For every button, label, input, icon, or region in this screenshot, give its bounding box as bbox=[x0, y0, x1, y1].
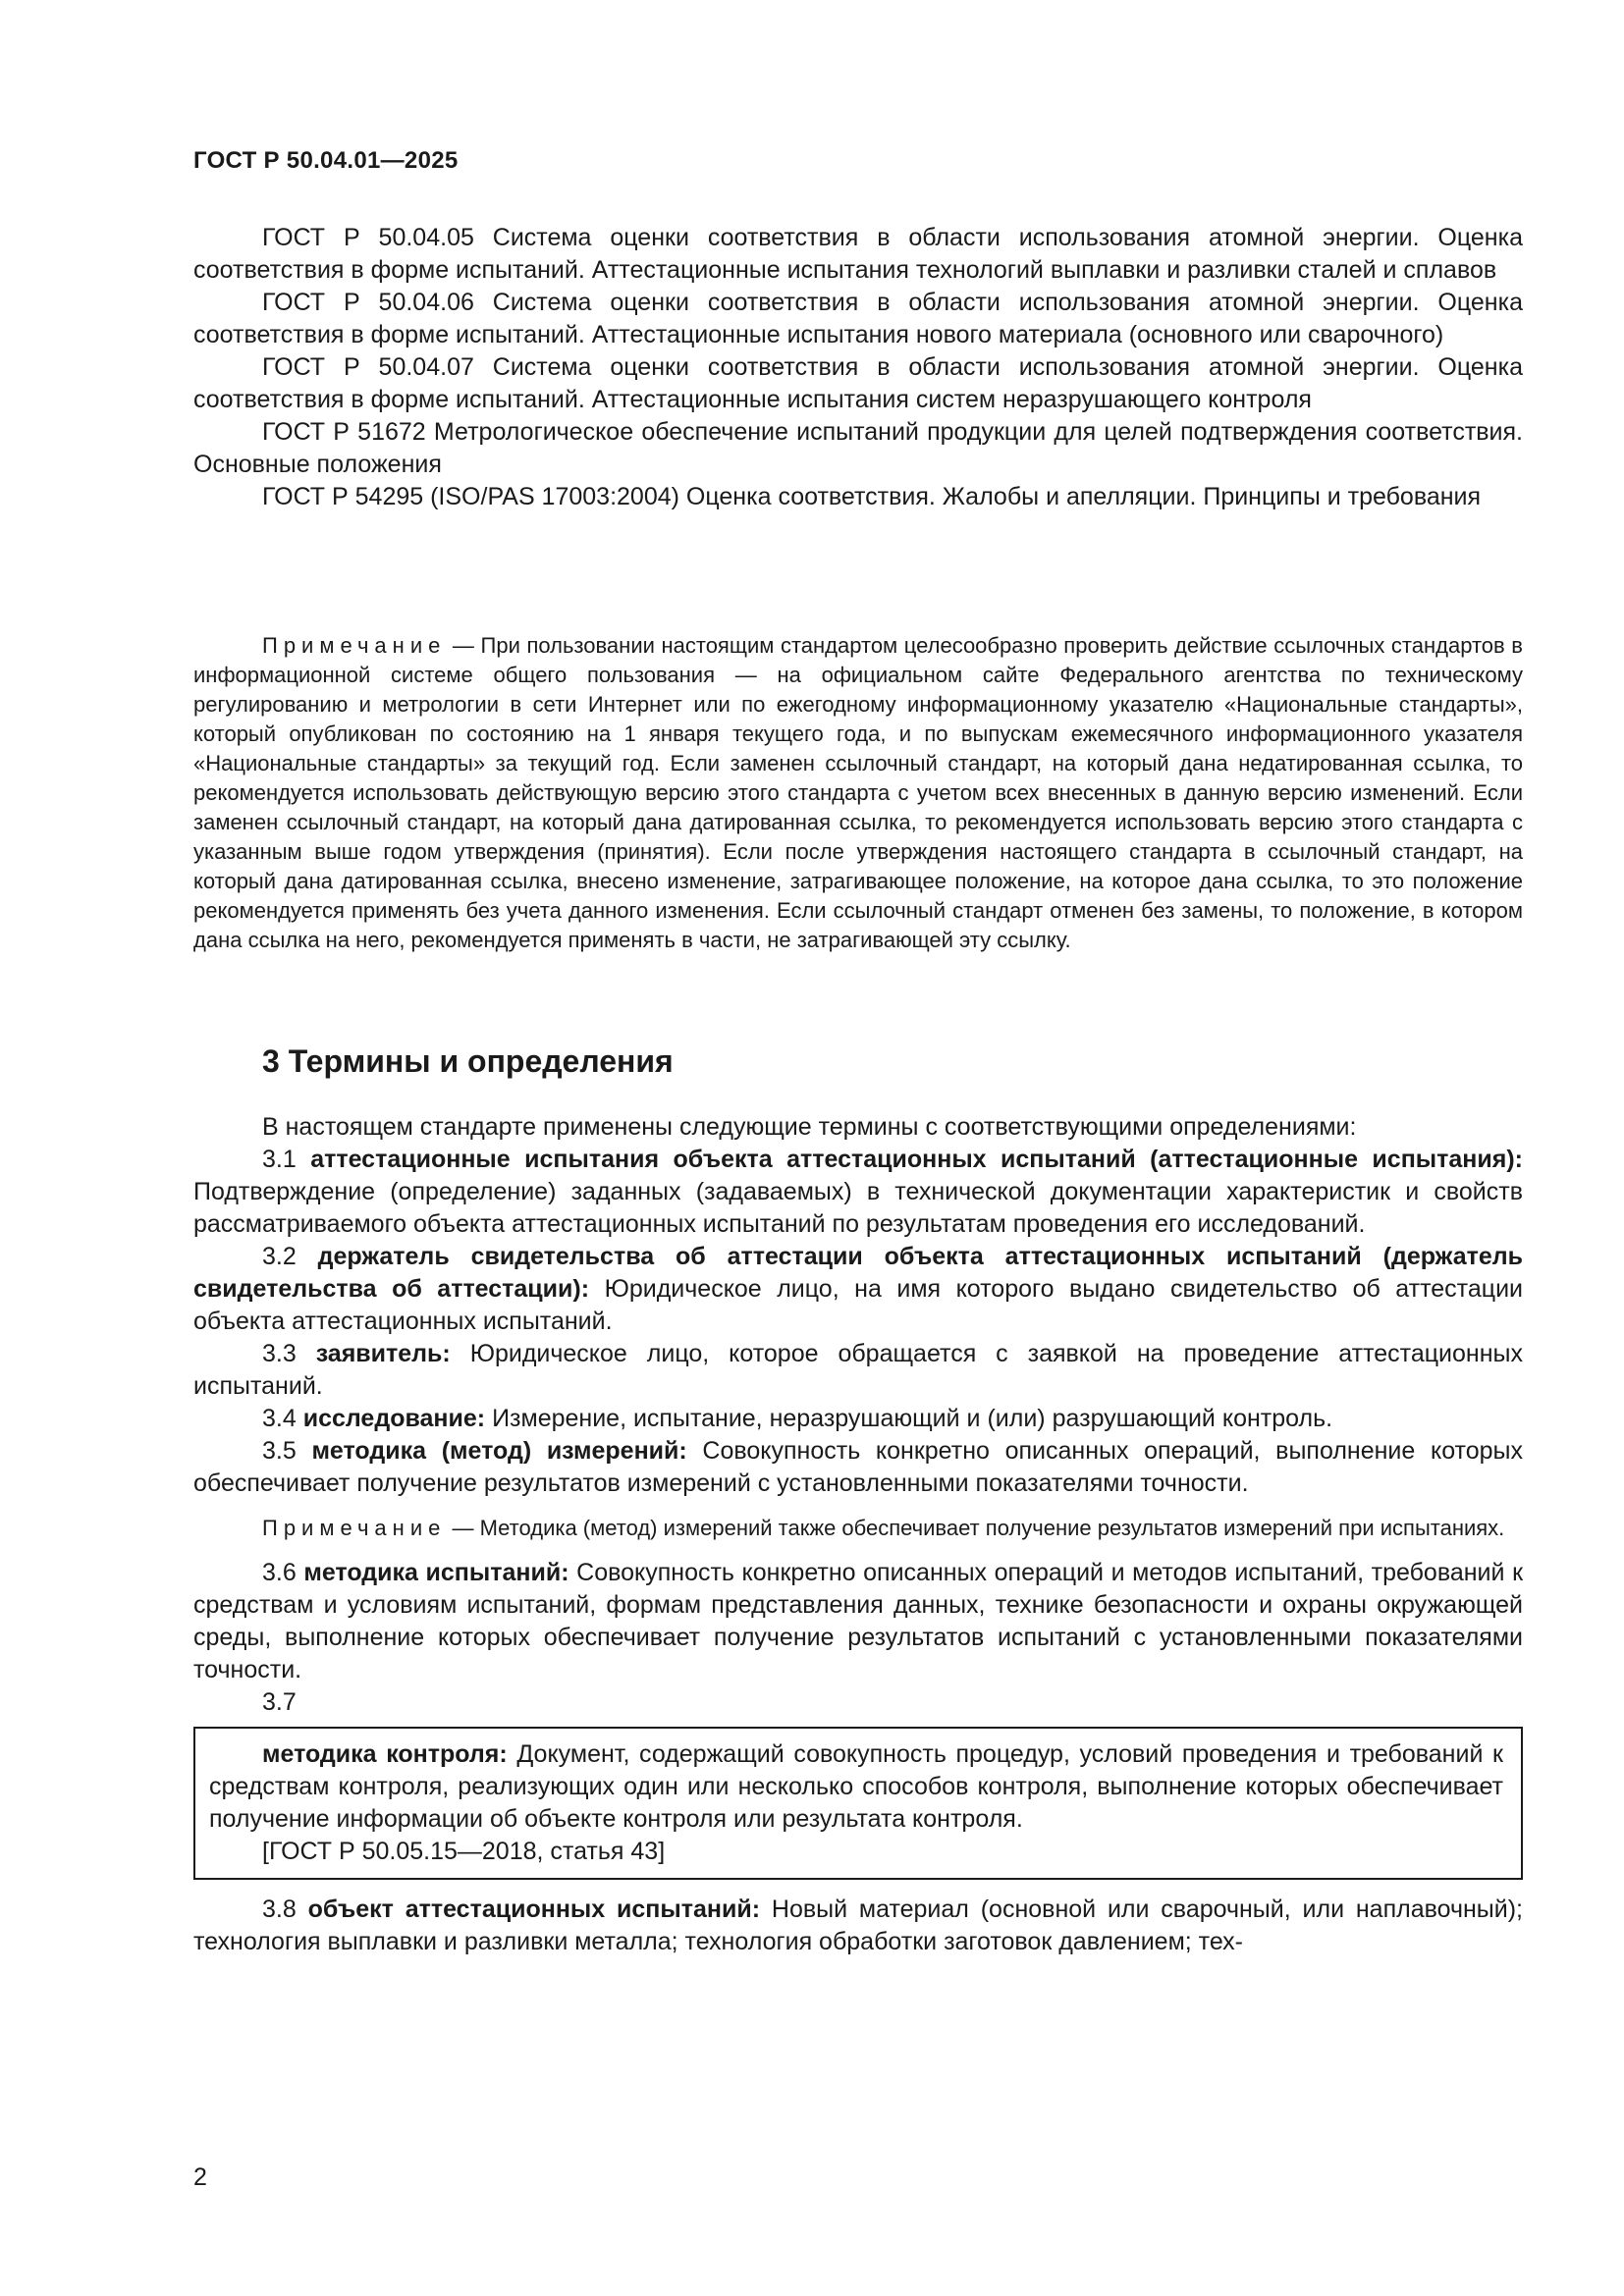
term-number: 3.6 bbox=[262, 1559, 304, 1586]
term-3-5 bbox=[193, 1435, 1523, 1500]
term-name: методика контроля: bbox=[262, 1740, 508, 1768]
term-number: 3.4 bbox=[262, 1405, 303, 1432]
note-references bbox=[193, 631, 1523, 955]
terms-intro: В настоящем стандарте применены следующие термины с соответствующими определениями: bbox=[262, 1113, 1357, 1141]
term-name: методика испытаний: bbox=[303, 1559, 569, 1586]
term-definition: Новый материал (основной или сварочный, или наплавочный); технология выплавки и разливки металла; технология обработки заготовок давлением; тех- bbox=[193, 1896, 1524, 1955]
term-3-6 bbox=[193, 1557, 1523, 1686]
term-definition: Юридическое лицо, на имя которого выдано свидетельство об аттестации объекта аттестационных испытаний. bbox=[193, 1275, 1524, 1335]
reference-item: ГОСТ Р 50.04.05 Система оценки соответствия в области использования атомной энергии. Оценка соответствия в форме испытаний. Аттестационные испытания технологий выплавки и разливки сталей и сплавов bbox=[193, 224, 1523, 284]
note-text: — Методика (метод) измерений также обеспечивает получение результатов измерений при испытаниях. bbox=[446, 1516, 1505, 1540]
reference-item: ГОСТ Р 51672 Метрологическое обеспечение испытаний продукции для целей подтверждения соответствия. Основные положения bbox=[193, 418, 1523, 478]
term-3-1 bbox=[193, 1144, 1523, 1241]
term-3-8 bbox=[193, 1894, 1523, 1958]
term-number: 3.1 bbox=[262, 1146, 311, 1173]
term-number: 3.8 bbox=[262, 1896, 308, 1923]
term-3-7-box bbox=[193, 1727, 1523, 1880]
term-name: объект аттестационных испытаний: bbox=[307, 1896, 761, 1923]
note-text: — При пользовании настоящим стандартом целесообразно проверить действие ссылочных стандартов в информационной системе общего пользования — на официальном сайте Федерального агентства по техническому регулированию и метрологии в сети Интернет или по ежегодному информационному указателю «Национальные стандарты», который опубликован по состоянию на 1 января текущего года, и по выпускам ежемесячного информационного указателя «Национальные стандарты» за текущий год. Если заменен ссылочный стандарт, на который дана недатированная ссылка, то рекомендуется использовать действующую версию этого стандарта с учетом всех внесенных в данную версию изменений. Если заменен ссылочный стандарт, на который дана датированная ссылка, то рекомендуется использовать версию этого стандарта с указанным выше годом утверждения (принятия). Если после утверждения настоящего стандарта в ссылочный стандарт, на который дана датированная ссылка, внесено изменение, затрагивающее положение, на которое дана ссылка, то это положение рекомендуется применять без учета данного изменения. Если ссылочный стандарт отменен без замены, то положение, в котором дана ссылка на него, рекомендуется применять в части, не затрагивающей эту ссылку. bbox=[193, 633, 1523, 952]
term-3-7 bbox=[209, 1738, 1503, 1836]
term-definition: Совокупность конкретно описанных операций, выполнение которых обеспечивает получение результатов измерений с установленными показателями точности. bbox=[193, 1437, 1523, 1497]
term-number: 3.2 bbox=[262, 1243, 318, 1270]
term-definition: Совокупность конкретно описанных операций и методов испытаний, требований к средствам и условиям испытаний, формам представления данных, технике безопасности и охраны окружающей среды, выполнение которых обеспечивает получение результатов испытаний с установленными показателями точности. bbox=[193, 1559, 1524, 1683]
normative-references bbox=[193, 222, 1523, 513]
term-number: 3.3 bbox=[262, 1340, 316, 1367]
term-name: исследование: bbox=[302, 1405, 486, 1432]
term-3-7-number: 3.7 bbox=[262, 1688, 297, 1716]
page-number: 2 bbox=[193, 2163, 207, 2191]
term-3-2 bbox=[193, 1241, 1523, 1338]
term-definition: Подтверждение (определение) заданных (задаваемых) в технической документации характеристик и свойств рассматриваемого объекта аттестационных испытаний по результатам проведения его исследований. bbox=[193, 1178, 1523, 1238]
term-3-4 bbox=[193, 1403, 1523, 1435]
reference-item: ГОСТ Р 50.04.06 Система оценки соответствия в области использования атомной энергии. Оценка соответствия в форме испытаний. Аттестационные испытания нового материала (основного или сварочного) bbox=[193, 289, 1523, 348]
reference-item: ГОСТ Р 50.04.07 Система оценки соответствия в области использования атомной энергии. Оценка соответствия в форме испытаний. Аттестационные испытания систем неразрушающего контроля bbox=[193, 353, 1523, 413]
terms-list bbox=[193, 1111, 1523, 1958]
term-name: аттестационные испытания объекта аттестационных испытаний (аттестационные испытания): bbox=[310, 1146, 1523, 1173]
term-name: методика (метод) измерений: bbox=[311, 1437, 687, 1465]
term-source: [ГОСТ Р 50.05.15—2018, статья 43] bbox=[262, 1838, 666, 1865]
note-term-3-5 bbox=[193, 1514, 1523, 1543]
term-number: 3.5 bbox=[262, 1437, 312, 1465]
term-name: заявитель: bbox=[315, 1340, 451, 1367]
note-label: Примечание bbox=[262, 1516, 447, 1540]
term-definition: Юридическое лицо, которое обращается с заявкой на проведение аттестационных испытаний. bbox=[193, 1340, 1524, 1400]
document-header: ГОСТ Р 50.04.01—2025 bbox=[193, 147, 459, 174]
term-name: держатель свидетельства об аттестации объекта аттестационных испытаний (держатель свидетельства об аттестации): bbox=[193, 1243, 1523, 1303]
section-title: 3 Термины и определения bbox=[262, 1043, 674, 1079]
term-definition: Документ, содержащий совокупность процедур, условий проведения и требований к средствам контроля, реализующих один или несколько способов контроля, выполнение которых обеспечивает получение информации об объекте контроля или результата контроля. bbox=[209, 1740, 1503, 1833]
note-label: Примечание bbox=[262, 633, 447, 658]
term-definition: Измерение, испытание, неразрушающий и (или) разрушающий контроль. bbox=[485, 1405, 1333, 1432]
term-3-3 bbox=[193, 1338, 1523, 1403]
reference-item: ГОСТ Р 54295 (ISO/PAS 17003:2004) Оценка соответствия. Жалобы и апелляции. Принципы и требования bbox=[262, 483, 1482, 510]
